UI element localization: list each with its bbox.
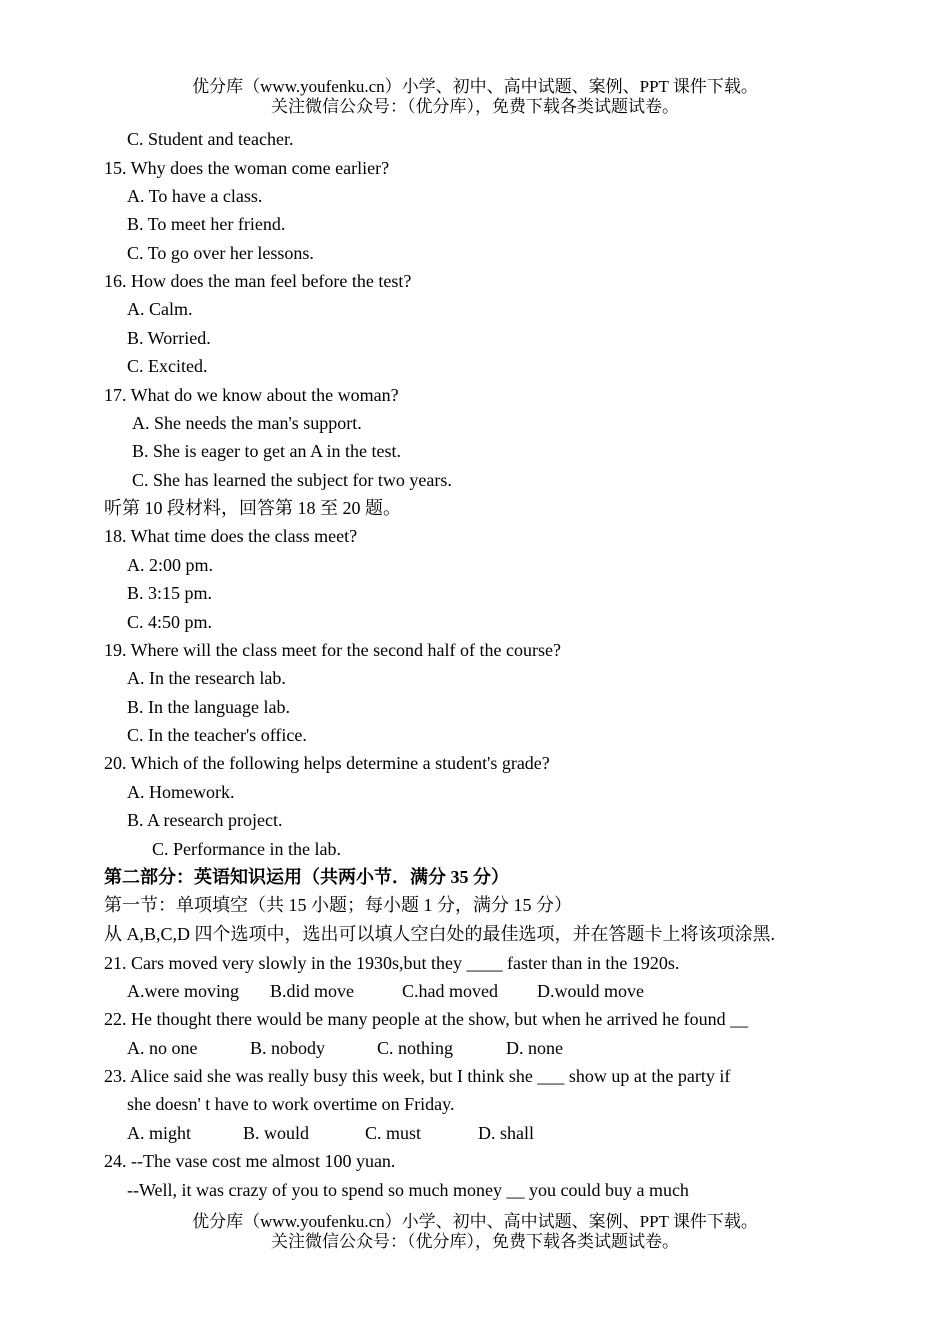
page-header bbox=[0, 77, 950, 117]
q19-stem: 19. Where will the class meet for the second half of the course? bbox=[104, 640, 561, 660]
footer-line-1: 优分库（www.youfenku.cn）小学、初中、高中试题、案例、PPT 课件下载。 bbox=[192, 1212, 758, 1231]
header-line-2: 关注微信公众号：（优分库），免费下载各类试题试卷。 bbox=[271, 97, 679, 116]
q23-option-d: D. shall bbox=[478, 1123, 534, 1143]
q22-option-d: D. none bbox=[506, 1038, 563, 1058]
q16-stem: 16. How does the man feel before the test? bbox=[104, 271, 412, 291]
q17-option-b: B. She is eager to get an A in the test. bbox=[132, 441, 401, 461]
q24-dialogue-reply: --Well, it was crazy of you to spend so much money __ you could buy a much bbox=[127, 1180, 689, 1200]
q23-option-b: B. would bbox=[243, 1123, 310, 1143]
q24-stem: 24. --The vase cost me almost 100 yuan. bbox=[104, 1151, 396, 1171]
footer-line-2: 关注微信公众号：（优分库），免费下载各类试题试卷。 bbox=[271, 1232, 679, 1251]
page-footer bbox=[0, 1212, 950, 1252]
q15-option-b: B. To meet her friend. bbox=[127, 214, 286, 234]
q14-option-c: C. Student and teacher. bbox=[127, 129, 294, 149]
q23-option-a: A. might bbox=[127, 1123, 192, 1143]
part2-title: 第二部分：英语知识运用（共两小节．满分 35 分） bbox=[104, 867, 509, 887]
q18-option-c: C. 4:50 pm. bbox=[127, 612, 213, 632]
q22-option-b: B. nobody bbox=[250, 1038, 326, 1058]
header-line-1: 优分库（www.youfenku.cn）小学、初中、高中试题、案例、PPT 课件下载。 bbox=[192, 77, 758, 96]
q19-option-b: B. In the language lab. bbox=[127, 697, 290, 717]
q20-option-b: B. A research project. bbox=[127, 810, 283, 830]
q18-option-b: B. 3:15 pm. bbox=[127, 583, 213, 603]
q21-option-a: A.were moving bbox=[127, 981, 239, 1001]
q16-option-a: A. Calm. bbox=[127, 299, 193, 319]
q16-option-c: C. Excited. bbox=[127, 356, 208, 376]
section1-title: 第一节：单项填空（共 15 小题；每小题 1 分，满分 15 分） bbox=[104, 895, 572, 915]
q20-stem: 20. Which of the following helps determine a student's grade? bbox=[104, 753, 550, 773]
q15-option-c: C. To go over her lessons. bbox=[127, 243, 314, 263]
q17-stem: 17. What do we know about the woman? bbox=[104, 385, 399, 405]
material-10-instruction: 听第 10 段材料，回答第 18 至 20 题。 bbox=[104, 498, 401, 518]
q22-option-a: A. no one bbox=[127, 1038, 198, 1058]
q15-option-a: A. To have a class. bbox=[127, 186, 263, 206]
q19-option-c: C. In the teacher's office. bbox=[127, 725, 307, 745]
q20-option-c: C. Performance in the lab. bbox=[152, 839, 341, 859]
q20-option-a: A. Homework. bbox=[127, 782, 235, 802]
q17-option-a: A. She needs the man's support. bbox=[132, 413, 362, 433]
q19-option-a: A. In the research lab. bbox=[127, 668, 286, 688]
q21-option-d: D.would move bbox=[537, 981, 644, 1001]
section1-instruction: 从 A,B,C,D 四个选项中，选出可以填人空白处的最佳选项，并在答题卡上将该项涂黑. bbox=[104, 924, 776, 944]
q23-option-c: C. must bbox=[365, 1123, 422, 1143]
q22-option-c: C. nothing bbox=[377, 1038, 454, 1058]
q16-option-b: B. Worried. bbox=[127, 328, 211, 348]
q23-stem: 23. Alice said she was really busy this week, but I think she ___ show up at the party if bbox=[104, 1066, 731, 1086]
q15-stem: 15. Why does the woman come earlier? bbox=[104, 158, 390, 178]
q21-option-c: C.had moved bbox=[402, 981, 498, 1001]
q17-option-c: C. She has learned the subject for two years. bbox=[132, 470, 452, 490]
q21-stem: 21. Cars moved very slowly in the 1930s,but they ____ faster than in the 1920s. bbox=[104, 953, 680, 973]
q21-option-b: B.did move bbox=[270, 981, 354, 1001]
q22-stem: 22. He thought there would be many people at the show, but when he arrived he found __ bbox=[104, 1009, 749, 1029]
q18-option-a: A. 2:00 pm. bbox=[127, 555, 214, 575]
q18-stem: 18. What time does the class meet? bbox=[104, 526, 358, 546]
q23-stem-continued: she doesn' t have to work overtime on Friday. bbox=[127, 1094, 455, 1114]
